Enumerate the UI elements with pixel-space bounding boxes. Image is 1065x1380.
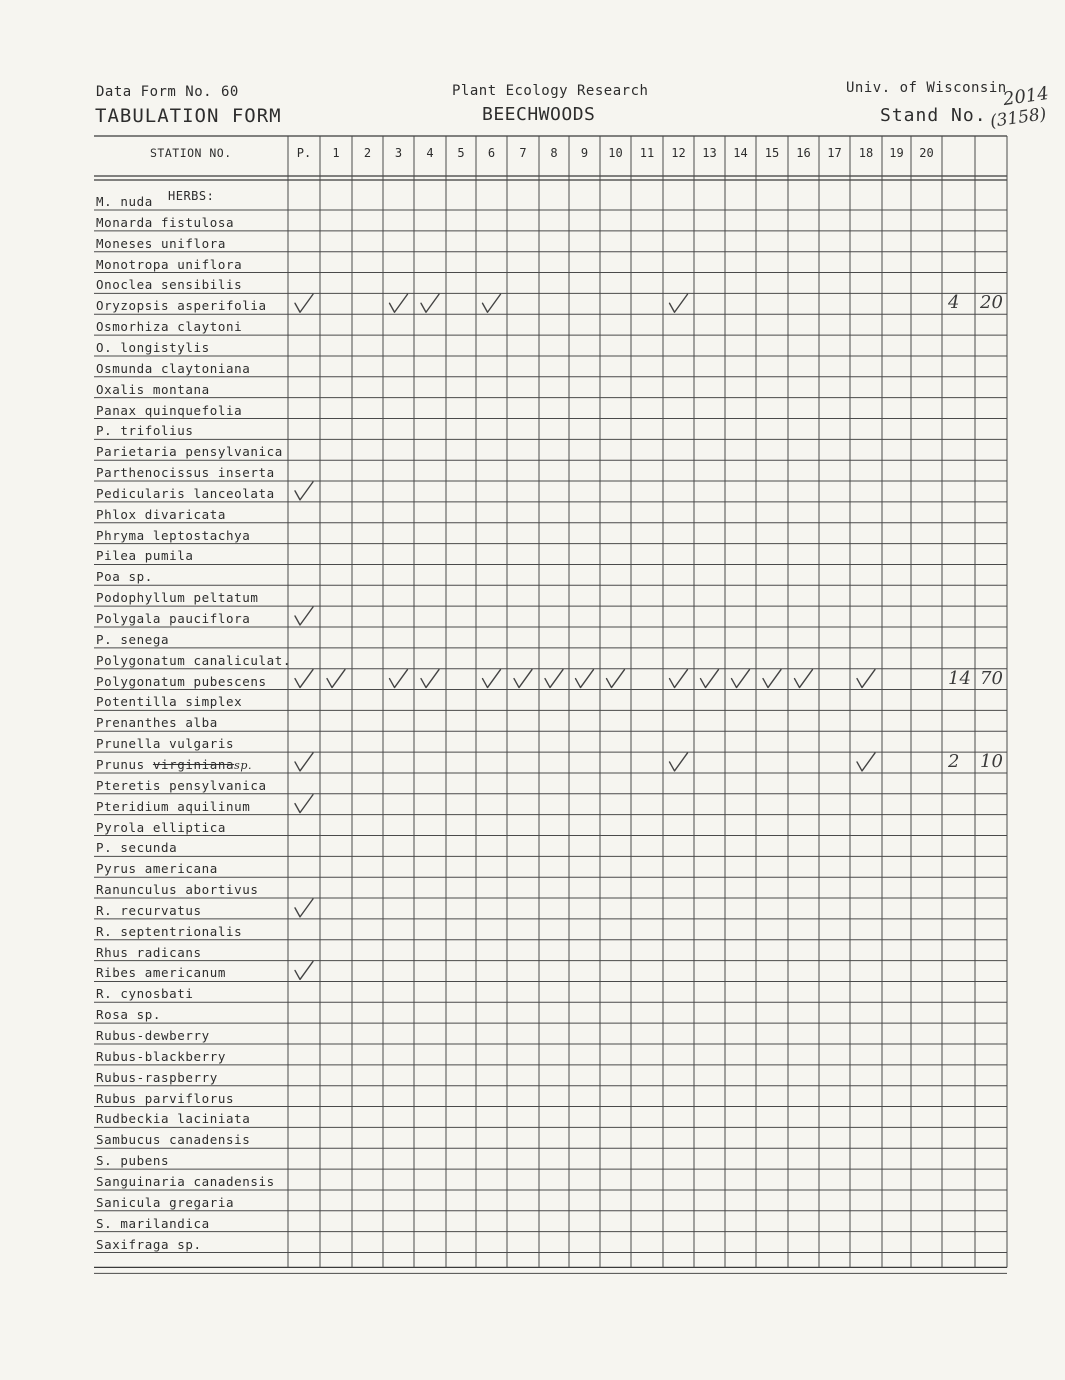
station-number-header: STATION NO. <box>150 146 232 160</box>
species-name-text: R. recurvatus <box>96 902 202 918</box>
species-name <box>96 528 250 543</box>
station-column-header: 20 <box>919 146 934 160</box>
species-name <box>96 1237 202 1252</box>
species-name-text: Rosa sp. <box>96 1007 162 1023</box>
species-name <box>96 861 218 876</box>
species-name <box>96 423 194 438</box>
organization-name: Plant Ecology Research <box>452 83 649 99</box>
station-column-header: 2 <box>363 146 372 160</box>
species-name <box>96 382 210 397</box>
species-name-text: Sambucus canadensis <box>96 1132 251 1148</box>
check-mark <box>390 670 408 688</box>
species-name-text: Oryzopsis asperifolia <box>96 298 267 314</box>
species-name <box>96 569 153 584</box>
species-name-text: Parietaria pensylvanica <box>96 444 283 460</box>
station-column-header: 17 <box>827 146 842 160</box>
species-name-text: Rubus parviflorus <box>96 1090 235 1106</box>
species-name <box>96 903 202 918</box>
struck-species-epithet: virginiana <box>152 756 235 772</box>
species-name-text: Pilea pumila <box>96 548 194 564</box>
station-column-header: 4 <box>426 146 434 160</box>
species-name <box>96 319 242 334</box>
species-name <box>96 340 210 355</box>
species-name <box>96 361 250 376</box>
species-name <box>96 611 250 626</box>
species-name-text: Ranunculus abortivus <box>96 882 259 898</box>
check-mark <box>295 961 313 979</box>
species-name <box>96 965 226 980</box>
species-name <box>96 215 234 230</box>
species-name <box>96 945 202 960</box>
species-name-text: Pteretis pensylvanica <box>96 777 267 793</box>
species-name <box>96 590 259 605</box>
species-name <box>96 277 242 292</box>
species-name-text: R. cynosbati <box>96 986 194 1002</box>
species-name-text: Phryma leptostachya <box>96 527 251 543</box>
species-name <box>96 1049 226 1064</box>
check-mark <box>421 670 439 688</box>
check-mark <box>295 899 313 917</box>
check-mark <box>763 670 781 688</box>
species-name-text: Osmunda claytoniana <box>96 360 251 376</box>
species-name <box>96 715 218 730</box>
station-column-header: 7 <box>519 146 527 160</box>
station-column-header: 6 <box>487 146 496 160</box>
species-name-text: Podophyllum peltatum <box>96 590 259 606</box>
station-column-header: 13 <box>702 146 717 160</box>
frequency-percent: 10 <box>980 750 1003 772</box>
check-mark <box>295 482 313 500</box>
species-name <box>96 757 252 772</box>
species-name-text: Polygala pauciflora <box>96 611 251 626</box>
species-name <box>96 799 250 814</box>
species-name <box>96 674 267 689</box>
species-name <box>96 1028 210 1043</box>
species-name-text: P. senega <box>96 631 170 647</box>
species-name-text: Pyrus americana <box>96 861 218 877</box>
check-mark <box>576 670 594 688</box>
species-name <box>96 1132 250 1147</box>
species-name-text: Monotropa uniflora <box>96 256 243 272</box>
species-name <box>96 1174 275 1189</box>
species-name-text: Prunus <box>96 756 145 772</box>
species-name-text: O. longistylis <box>96 339 210 355</box>
station-column-header: 12 <box>671 146 686 160</box>
species-name-text: Pteridium aquilinum <box>96 798 251 814</box>
stand-number-handwritten: 2014 <box>1001 82 1051 111</box>
check-mark <box>295 670 313 688</box>
species-name <box>96 840 177 855</box>
species-name-text: Potentilla simplex <box>96 694 243 710</box>
station-column-header: 1 <box>332 146 340 160</box>
station-column-header: P. <box>296 146 312 160</box>
station-column-header: 3 <box>394 146 403 160</box>
herbs-section-header: HERBS: <box>168 189 215 203</box>
station-column-header: 16 <box>796 146 811 160</box>
frequency-percent: 70 <box>980 667 1003 689</box>
species-name <box>96 1111 250 1126</box>
species-name-text: Sanguinaria canadensis <box>96 1173 275 1189</box>
check-mark <box>670 670 688 688</box>
check-mark <box>295 795 313 813</box>
station-column-header: 10 <box>608 146 623 160</box>
handwritten-species-note: sp. <box>234 758 253 772</box>
species-name-text: Saxifraga sp. <box>96 1236 202 1252</box>
check-mark <box>390 294 408 312</box>
species-name <box>96 465 275 480</box>
university-name: Univ. of Wisconsin <box>846 80 1007 96</box>
species-name-text: Onoclea sensibilis <box>96 277 243 293</box>
species-name-text: R. septentrionalis <box>96 923 243 939</box>
species-name <box>96 1070 218 1085</box>
station-column-header: 14 <box>733 146 748 160</box>
species-name-text: Pyrola elliptica <box>96 819 227 835</box>
species-name-text: Rubus-dewberry <box>96 1028 210 1043</box>
station-column-header: 5 <box>457 146 465 160</box>
species-name <box>96 548 194 563</box>
species-name-text: Polygonatum pubescens <box>96 673 267 689</box>
species-name-text: S. marilandica <box>96 1215 210 1231</box>
check-mark <box>670 294 688 312</box>
species-name <box>96 924 242 939</box>
presence-count: 4 <box>948 292 960 314</box>
check-mark <box>295 607 313 625</box>
species-name-text: P. trifolius <box>96 423 194 439</box>
species-name <box>96 236 226 251</box>
species-name-text: Phlox divaricata <box>96 506 227 522</box>
species-name-text: Monarda fistulosa <box>96 214 235 230</box>
check-mark <box>483 670 501 688</box>
species-name <box>96 736 234 751</box>
presence-count: 14 <box>948 667 971 689</box>
presence-count: 2 <box>948 750 960 772</box>
station-column-header: 18 <box>858 146 874 160</box>
species-name-text: Poa sp. <box>96 569 153 585</box>
species-name-text: Oxalis montana <box>96 381 210 397</box>
check-mark <box>857 670 875 688</box>
check-mark <box>670 753 688 771</box>
species-name-text: Sanicula gregaria <box>96 1194 235 1210</box>
species-name <box>96 632 169 647</box>
check-mark <box>295 753 313 771</box>
check-mark <box>483 294 501 312</box>
species-name <box>96 194 153 209</box>
species-name-text: Rhus radicans <box>96 944 202 960</box>
species-name-text: Moneses uniflora <box>96 235 227 251</box>
species-name-text: Prunella vulgaris <box>96 736 235 752</box>
check-mark <box>327 670 345 688</box>
species-name-text: Panax quinquefolia <box>96 402 243 418</box>
species-name <box>96 1091 234 1106</box>
study-title: BEECHWOODS <box>482 104 596 125</box>
species-name <box>96 820 226 835</box>
stand-number-original: (3158) <box>988 104 1048 132</box>
check-mark <box>795 670 813 688</box>
species-name <box>96 882 259 897</box>
species-name <box>96 444 283 459</box>
species-name-text: Pedicularis lanceolata <box>96 485 275 501</box>
species-name-text: Prenanthes alba <box>96 715 218 731</box>
species-name-text: M. nuda <box>96 194 153 209</box>
form-title: TABULATION FORM <box>95 105 282 127</box>
species-name <box>96 1195 234 1210</box>
species-name <box>96 298 267 313</box>
check-mark <box>732 670 750 688</box>
check-mark <box>514 670 532 688</box>
species-name-text: Ribes americanum <box>96 965 227 981</box>
stand-number-label: Stand No. <box>880 105 987 126</box>
check-mark <box>545 670 563 688</box>
species-name-text: P. secunda <box>96 840 178 856</box>
form-number: Data Form No. 60 <box>96 84 239 100</box>
species-name <box>96 986 194 1001</box>
species-name <box>96 653 291 668</box>
check-mark <box>701 670 719 688</box>
frequency-percent: 20 <box>980 292 1003 314</box>
check-mark <box>607 670 625 688</box>
species-name <box>96 403 242 418</box>
species-name-text: Rubus-raspberry <box>96 1069 218 1085</box>
species-name <box>96 1007 161 1022</box>
species-name <box>96 778 267 793</box>
station-column-header: 11 <box>639 146 655 160</box>
species-name <box>96 257 242 272</box>
species-name-text: Rubus-blackberry <box>96 1048 227 1064</box>
species-name <box>96 486 275 501</box>
check-mark <box>295 294 313 312</box>
station-column-header: 9 <box>580 146 589 160</box>
station-column-header: 15 <box>764 146 780 160</box>
species-name-text: Polygonatum canaliculat. <box>96 652 292 668</box>
species-name <box>96 1216 210 1231</box>
species-name-text: Rudbeckia laciniata <box>96 1111 251 1127</box>
species-name <box>96 694 242 709</box>
species-name-text: Osmorhiza claytoni <box>96 319 243 335</box>
species-name <box>96 507 226 522</box>
species-name <box>96 1153 169 1168</box>
species-name-text: Parthenocissus inserta <box>96 465 275 481</box>
check-mark <box>857 753 875 771</box>
check-mark <box>421 294 439 312</box>
station-column-header: 8 <box>550 146 558 160</box>
species-name-text: S. pubens <box>96 1153 170 1169</box>
station-column-header: 19 <box>889 146 904 160</box>
